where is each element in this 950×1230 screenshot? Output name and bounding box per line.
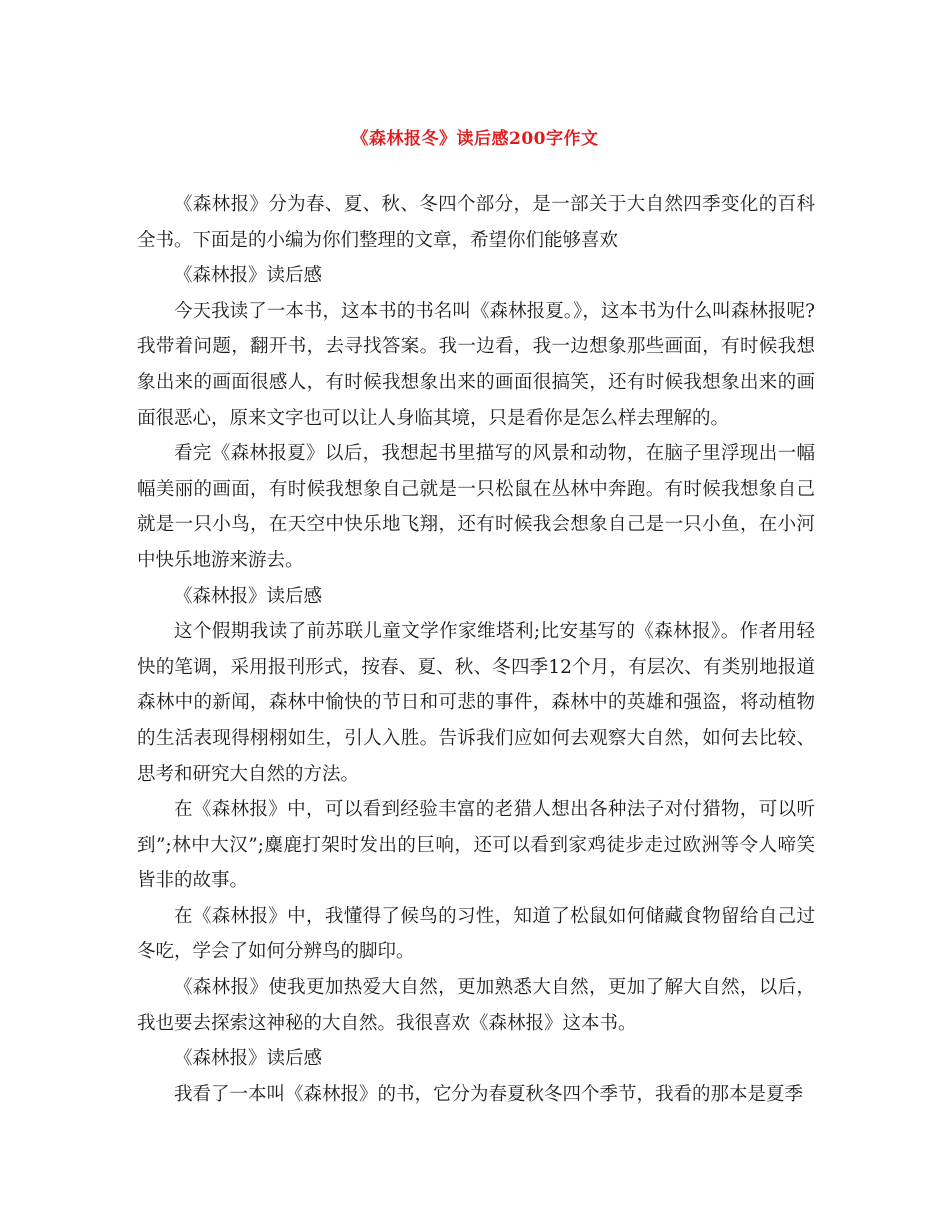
section-heading: 《森林报》读后感	[174, 265, 323, 287]
section-heading: 《森林报》读后感	[174, 1048, 323, 1070]
document-body	[137, 187, 815, 1112]
paragraph: 我看了一本叫《森林报》的书，它分为春夏秋冬四个季节，我看的那本是夏季	[174, 1083, 804, 1105]
paragraph: 这个假期我读了前苏联儿童文学作家维塔利;比安基写的《森林报》。作者用轻快的笔调，采用报刊形式，按春、夏、秋、冬四季12个月，有层次、有类别地报道森林中的新闻，森林中愉快的节日和可悲的事件，森林中的英雄和强盗，将动植物的生活表现得栩栩如生，引人入胜。告诉我们应如何去观察大自然，如何去比较、思考和研究大自然的方法。	[137, 621, 815, 785]
paragraph: 《森林报》分为春、夏、秋、冬四个部分，是一部关于大自然四季变化的百科全书。下面是的小编为你们整理的文章，希望你们能够喜欢	[137, 194, 815, 251]
paragraph: 在《森林报》中，我懂得了候鸟的习性，知道了松鼠如何储藏食物留给自己过冬吃，学会了如何分辨鸟的脚印。	[137, 905, 815, 963]
paragraph: 看完《森林报夏》以后，我想起书里描写的风景和动物，在脑子里浮现出一幅幅美丽的画面，有时候我想象自己就是一只松鼠在丛林中奔跑。有时候我想象自己就是一只小鸟，在天空中快乐地飞翔，还有时候我会想象自己是一只小鱼，在小河中快乐地游来游去。	[137, 443, 815, 571]
paragraph: 《森林报》使我更加热爱大自然，更加熟悉大自然，更加了解大自然，以后，我也要去探索这神秘的大自然。我很喜欢《森林报》这本书。	[137, 977, 815, 1034]
section-heading: 《森林报》读后感	[174, 585, 323, 607]
paragraph: 在《森林报》中，可以看到经验丰富的老猎人想出各种法子对付猎物，可以听到”;林中大汉”;麋鹿打架时发出的巨响，还可以看到家鸡徒步走过欧洲等令人啼笑皆非的故事。	[137, 799, 815, 892]
paragraph: 今天我读了一本书，这本书的书名叫《森林报夏。》，这本书为什么叫森林报呢?我带着问题，翻开书，去寻找答案。我一边看，我一边想象那些画面，有时候我想象出来的画面很感人，有时候我想象出来的画面很搞笑，还有时候我想象出来的画面很恶心，原来文字也可以让人身临其境，只是看你是怎么样去理解的。	[137, 300, 815, 429]
document-title: 《森林报冬》读后感200字作文	[351, 129, 599, 149]
